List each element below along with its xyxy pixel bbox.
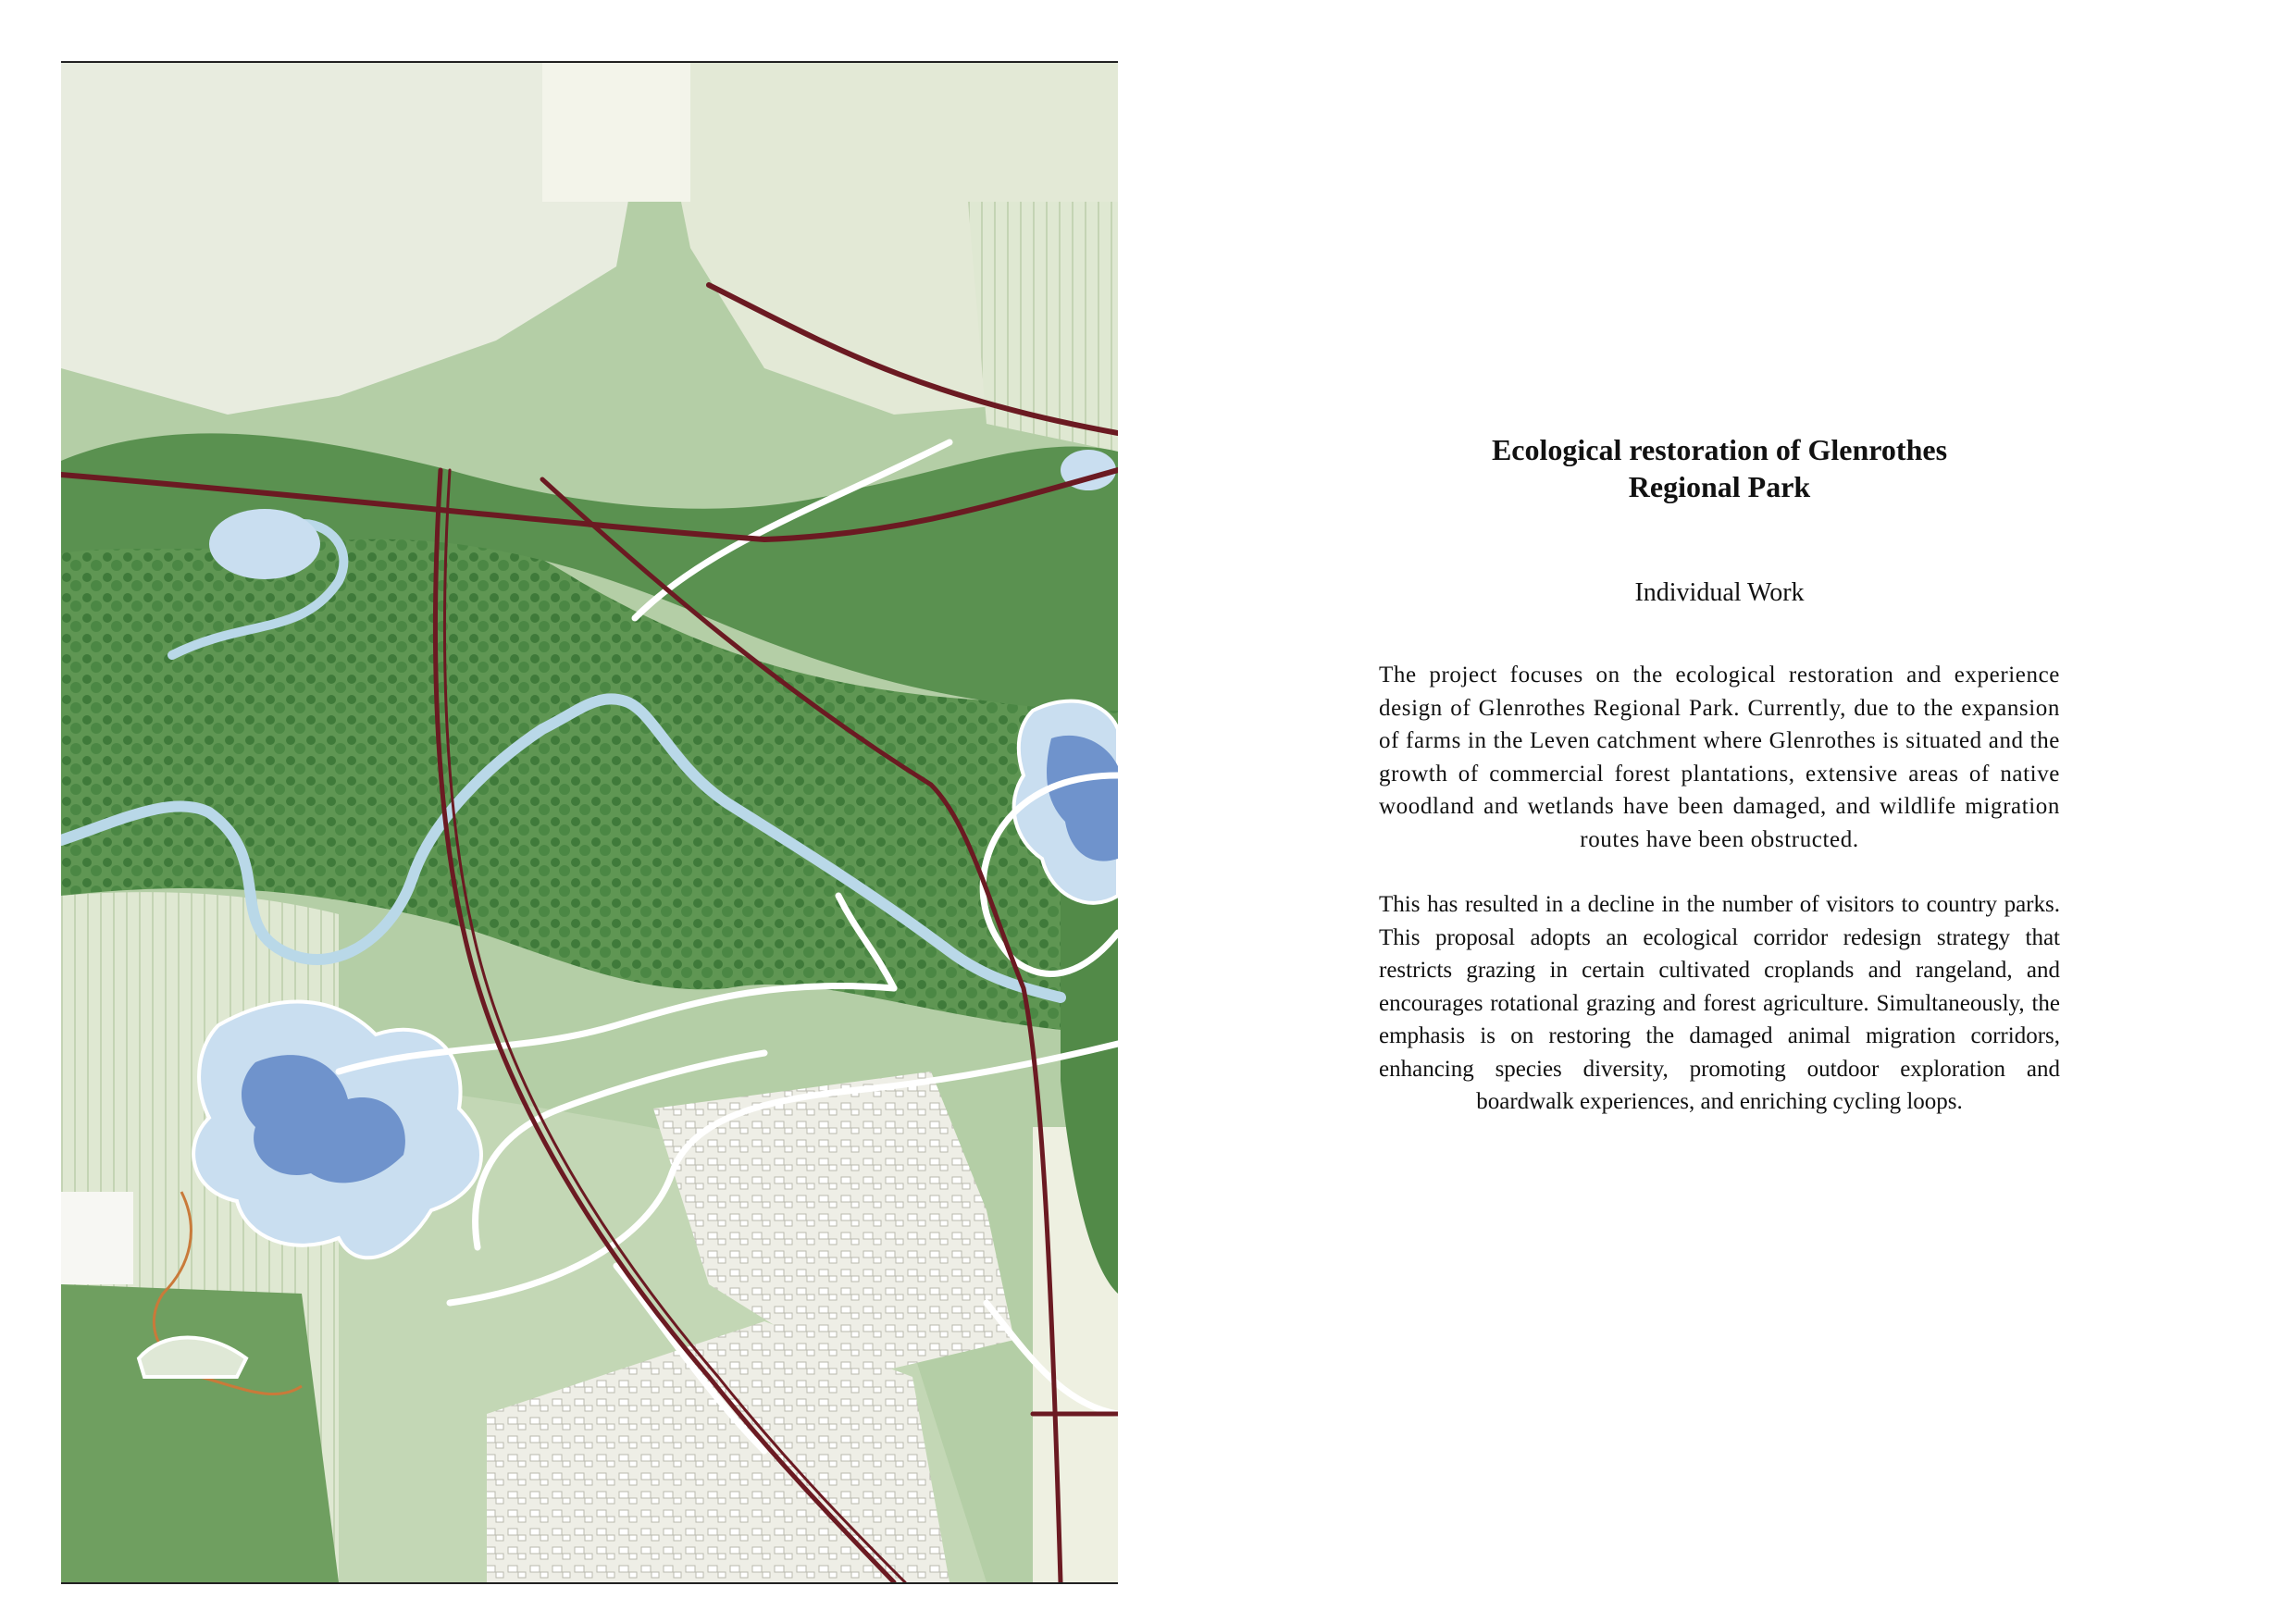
- pond-north-west: [209, 509, 320, 579]
- paragraph-1: The project focuses on the ecological restoration and experience design of Glenrothes Regional Park. Currently, due to the expansion of farms in the Leven catchment where Glenrothes is situated and the growth of commercial forest plantations, extensive areas of native woodland and wetlands have been damaged, and wildlife migration routes have been obstructed.: [1379, 663, 2060, 852]
- site-plan-svg: [61, 63, 1118, 1582]
- field-east: [968, 202, 1118, 452]
- title-line-1: Ecological restoration of Glenrothes: [1491, 433, 1948, 466]
- woodland-south-west: [61, 1284, 339, 1582]
- site-plan-map: [61, 61, 1118, 1584]
- page-title: [1379, 431, 2060, 505]
- field-strip-north: [542, 63, 690, 202]
- description-panel: [1379, 431, 2060, 1119]
- paragraph-2: This has resulted in a decline in the number of visitors to country parks. This proposal adopts an ecological corridor redesign strategy that restricts grazing in certain cultivated croplands and rangeland, and encourages rotational grazing and forest agriculture. Simultaneously, the emphasis is on restoring the damaged animal migration corridors, enhancing species diversity, promoting outdoor exploration and boardwalk experiences, and enriching cycling loops.: [1379, 892, 2060, 1114]
- subtitle: Individual Work: [1634, 578, 1805, 607]
- title-line-2: Regional Park: [1628, 470, 1811, 503]
- building-west: [61, 1192, 133, 1284]
